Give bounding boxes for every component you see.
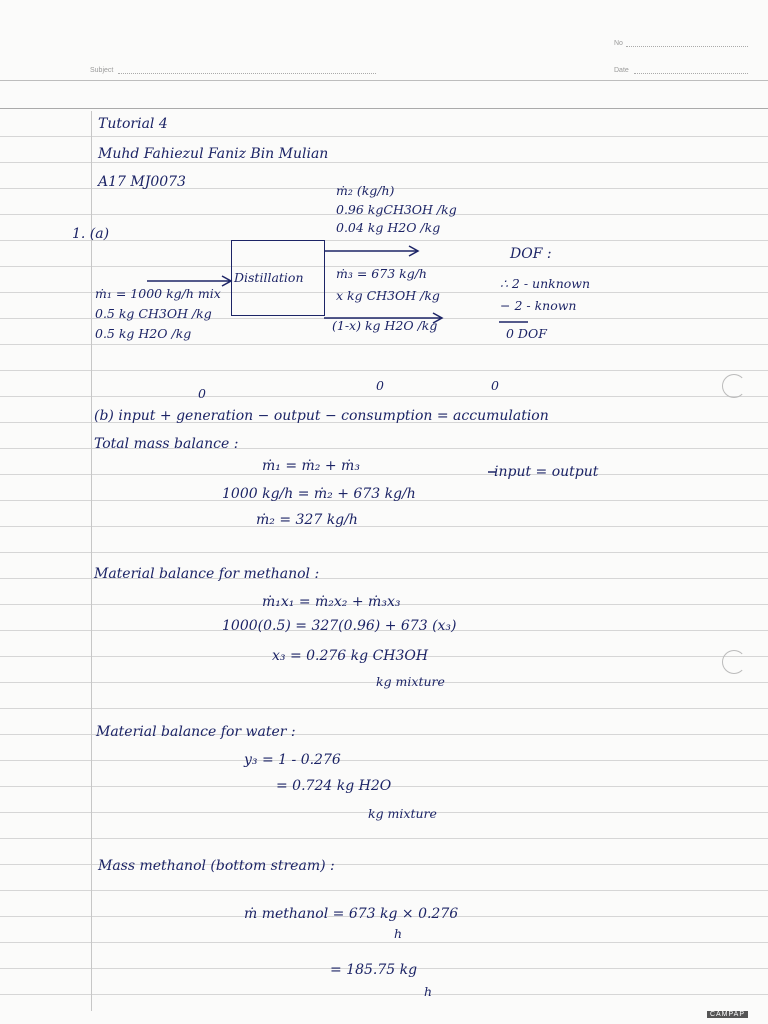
water-balance-heading: Material balance for water : [96, 724, 296, 740]
dof-unknown: ∴ 2 - unknown [500, 276, 591, 291]
no-label: No [614, 40, 623, 47]
dof-heading: DOF : [510, 246, 552, 262]
subject-label: Subject [90, 67, 114, 74]
water-balance-line1: y₃ = 1 - 0.276 [244, 752, 341, 768]
bottom-stream-methanol: x kg CH3OH /kg [336, 288, 440, 303]
dof-known: − 2 - known [500, 298, 577, 313]
feed-stream-water: 0.5 kg H2O /kg [95, 326, 192, 341]
question-label: 1. (a) [72, 226, 110, 242]
water-balance-result: = 0.724 kg H2O [276, 778, 392, 794]
methanol-fraction-result: x₃ = 0.276 kg CH3OH [272, 648, 429, 664]
date-label: Date [614, 67, 629, 74]
tutorial-title: Tutorial 4 [98, 116, 168, 132]
total-balance-line2: 1000 kg/h = ṁ₂ + 673 kg/h [222, 486, 416, 502]
student-name: Muhd Fahiezul Faniz Bin Mulian [98, 146, 329, 162]
total-balance-result: ṁ₂ = 327 kg/h [256, 512, 358, 528]
mass-methanol-line1-denominator: h [394, 926, 403, 941]
total-balance-line1: ṁ₁ = ṁ₂ + ṁ₃ [262, 458, 360, 474]
total-balance-heading: Total mass balance : [94, 436, 239, 452]
top-stream-water: 0.04 kg H2O /kg [336, 220, 441, 235]
bottom-stream-flow: ṁ₃ = 673 kg/h [336, 266, 427, 281]
accumulation-zero: 0 [491, 378, 499, 393]
top-stream-methanol: 0.96 kgCH3OH /kg [336, 202, 457, 217]
notebook-brand-logo: CAMPAP [707, 1011, 748, 1018]
bottom-stream-water: (1-x) kg H2O /kg [332, 318, 438, 333]
methanol-balance-heading: Material balance for methanol : [94, 566, 320, 582]
mass-methanol-result: = 185.75 kg [330, 962, 418, 978]
general-balance-equation: (b) input + generation − output − consumption = accumulation [94, 408, 549, 424]
mass-methanol-heading: Mass methanol (bottom stream) : [98, 858, 335, 874]
methanol-balance-line2: 1000(0.5) = 327(0.96) + 673 (x₃) [222, 618, 457, 634]
methanol-fraction-unit: kg mixture [376, 674, 445, 689]
top-stream-flow: ṁ₂ (kg/h) [336, 183, 395, 198]
mass-methanol-line1: ṁ methanol = 673 kg × 0.276 [244, 906, 459, 922]
water-fraction-unit: kg mixture [368, 806, 437, 821]
dof-result: 0 DOF [506, 326, 547, 341]
methanol-balance-line1: ṁ₁x₁ = ṁ₂x₂ + ṁ₃x₃ [262, 594, 401, 610]
feed-stream-methanol: 0.5 kg CH3OH /kg [95, 306, 212, 321]
feed-stream-flow: ṁ₁ = 1000 kg/h mix [95, 286, 221, 301]
generation-zero: 0 [198, 386, 206, 401]
mass-methanol-result-denominator: h [424, 984, 433, 999]
distillation-unit-label: Distillation [234, 270, 304, 285]
consumption-zero: 0 [376, 378, 384, 393]
input-equals-output: input = output [494, 464, 599, 480]
matric-number: A17 MJ0073 [98, 174, 186, 190]
